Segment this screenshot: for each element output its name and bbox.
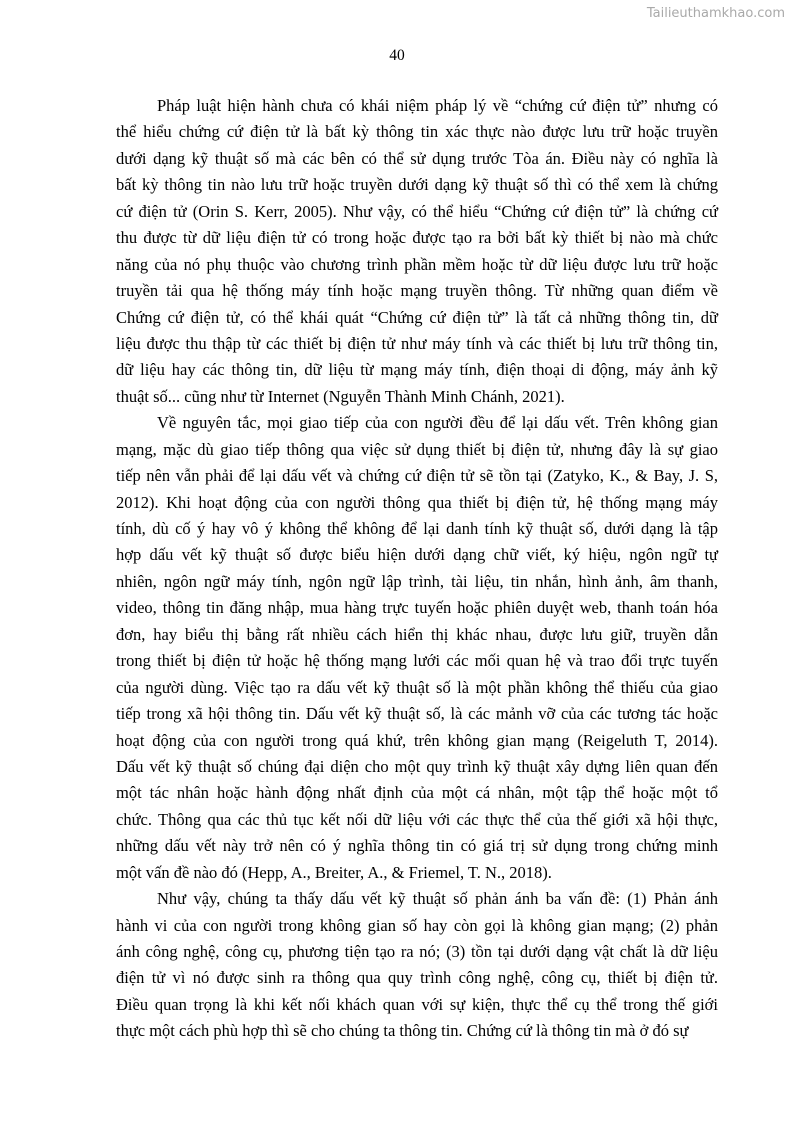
text-line: ánh công nghệ, công cụ, phương tiện tạo ra nó; (3) tồn tại dưới dạng vật chất là dữ liệu xyxy=(116,942,718,961)
text-line: Chứng cứ điện tử, có thể khái quát “Chứng cứ điện tử” là tất cả những thông tin, dữ xyxy=(116,307,718,327)
text-line: Pháp luật hiện hành chưa có khái niệm pháp lý về “chứng cứ điện tử” nhưng có xyxy=(157,96,718,115)
text-line: dữ liệu hay các thông tin, dữ liệu từ mạng máy tính, điện thoại di động, máy ảnh kỹ xyxy=(116,360,718,380)
text-line: video, thông tin đăng nhập, mua hàng trực tuyến hoặc phiên duyệt web, thanh toán hóa xyxy=(116,598,718,618)
text-line: liệu được thu thập từ các thiết bị điện tử như máy tính và các thiết bị lưu trữ thông tin, xyxy=(116,333,718,353)
paragraph xyxy=(116,410,718,886)
text-line: điện tử vì nó được sinh ra thông qua quy trình công nghệ, công cụ, thiết bị điện tử. xyxy=(116,968,718,988)
text-line: thuật số... cũng như từ Internet (Nguyễn Thành Minh Chánh, 2021). xyxy=(116,386,565,406)
text-line: tiếp trong xã hội thông tin. Dấu vết kỹ thuật số, là các mảnh vỡ của các tương tác hoặc xyxy=(116,704,718,724)
text-line: đơn, hay biểu thị bằng rất nhiều cách hiển thị khác nhau, được lưu giữ, truyền dẫn xyxy=(116,624,718,644)
text-line: Về nguyên tắc, mọi giao tiếp của con người đều để lại dấu vết. Trên không gian xyxy=(157,413,718,433)
watermark: Tailieuthamkhao.com xyxy=(646,6,785,21)
text-line: cứ điện tử (Orin S. Kerr, 2005). Như vậy, có thể hiểu “Chứng cứ điện tử” là chứng cứ xyxy=(116,201,718,221)
text-line: 2012). Khi hoạt động của con người thông qua thiết bị điện tử, hệ thống mạng máy xyxy=(116,492,718,512)
text-line: chức. Thông qua các thủ tục kết nối dữ liệu với các thực thể của thế giới xã hội thực, xyxy=(116,809,718,829)
page-number: 40 xyxy=(389,47,405,64)
text-line: nhiên, ngôn ngữ máy tính, ngôn ngữ lập trình, tài liệu, tin nhắn, hình ảnh, âm thanh, xyxy=(116,571,718,591)
text-line: truyền tải qua hệ thống máy tính hoặc mạng truyền thông. Từ những quan điểm về xyxy=(116,281,718,301)
document-body xyxy=(116,93,718,1045)
text-line: Như vậy, chúng ta thấy dấu vết kỹ thuật số phản ánh ba vấn đề: (1) Phản ánh xyxy=(157,889,718,909)
text-line: hoạt động của con người trong quá khứ, trên không gian mạng (Reigeluth T, 2014). xyxy=(116,730,718,750)
text-line: mạng, mặc dù giao tiếp thông qua việc sử dụng thiết bị điện tử, nhưng đây là sự giao xyxy=(116,439,718,459)
text-line: trong thiết bị điện tử hoặc hệ thống mạng lưới các mối quan hệ và trao đổi trực tuyến xyxy=(116,651,718,671)
text-line: những dấu vết này trở nên có ý nghĩa thông tin có giá trị sử dụng trong chứng minh xyxy=(116,836,718,856)
text-line: thể hiểu chứng cứ điện tử là bất kỳ thông tin xác thực nào được lưu trữ hoặc truyền xyxy=(116,122,718,142)
text-line: một tác nhân hoặc hành động nhất định của một cá nhân, một tập thể hoặc một tổ xyxy=(116,783,718,803)
text-line: hợp dấu vết kỹ thuật số được biểu hiện dưới dạng chữ viết, ký hiệu, ngôn ngữ tự xyxy=(116,545,718,565)
text-line: thực một cách phù hợp thì sẽ cho chúng ta thông tin. Chứng cứ là thông tin mà ở đó sự xyxy=(116,1021,689,1041)
text-line: của người dùng. Việc tạo ra dấu vết kỹ thuật số là một phần không thể thiếu của giao xyxy=(116,677,718,697)
paragraph xyxy=(116,886,718,1045)
text-line: Dấu vết kỹ thuật số chúng đại diện cho một quy trình kỹ thuật xây dựng liên quan đến xyxy=(116,756,718,776)
text-line: năng của nó phụ thuộc vào chương trình phần mềm hoặc từ dữ liệu được lưu trữ hoặc xyxy=(116,254,718,274)
text-line: Điều quan trọng là khi kết nối khách quan với sự kiện, thực thể cụ thể trong thế giới xyxy=(116,994,718,1014)
text-line: tiếp nên vẫn phải để lại dấu vết và chứng cứ điện tử sẽ tồn tại (Zatyko, K., & Bay, J. S, xyxy=(116,466,718,486)
text-line: thu được từ dữ liệu điện tử có trong hoặc được tạo ra bởi bất kỳ thiết bị nào mà chức xyxy=(116,228,718,248)
paragraph xyxy=(116,93,718,410)
text-line: dưới dạng kỹ thuật số mà các bên có thể sử dụng trước Tòa án. Điều này có nghĩa là xyxy=(116,148,718,168)
text-line: hành vi của con người trong không gian số hay còn gọi là không gian mạng; (2) phản xyxy=(116,915,718,935)
text-line: một vấn đề nào đó (Hepp, A., Breiter, A., & Friemel, T. N., 2018). xyxy=(116,862,552,882)
text-line: bất kỳ thông tin nào lưu trữ hoặc truyền dưới dạng kỹ thuật số thì có thể xem là chứng xyxy=(116,175,718,195)
text-line: tính, dù cố ý hay vô ý không thể không để lại danh tính kỹ thuật số, dưới dạng là tập xyxy=(116,519,718,538)
